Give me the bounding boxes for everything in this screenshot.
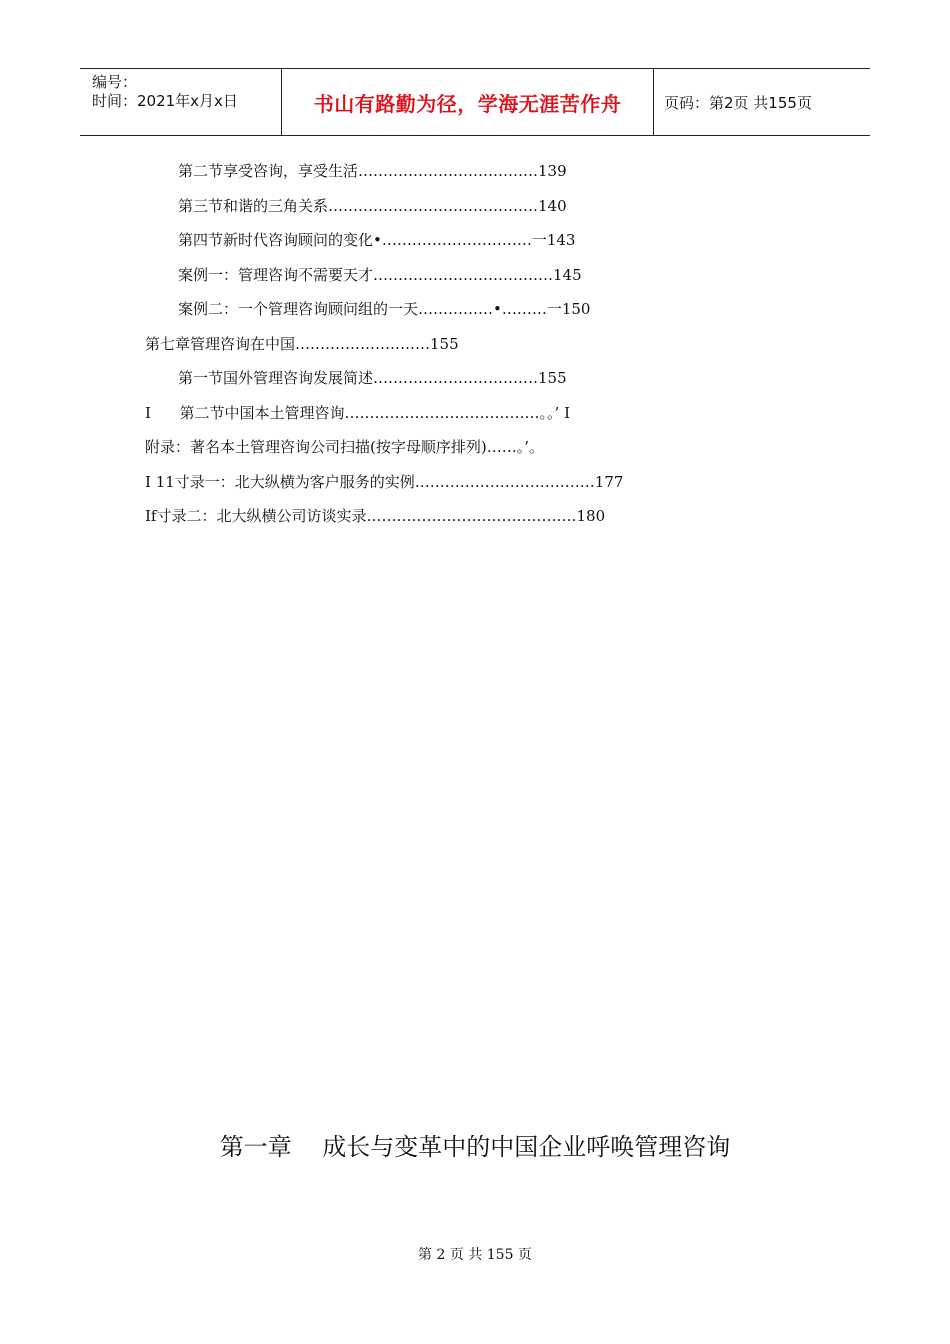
- document-time-label: 时间：2021年x月x日: [92, 92, 238, 110]
- toc-entry: 第三节和谐的三角关系……………………………………140: [178, 197, 567, 215]
- toc-entry: 第二节享受咨询，享受生活………………………………139: [178, 162, 567, 180]
- toc-entry: 第一节国外管理咨询发展简述……………………………155: [178, 369, 567, 387]
- header-meta-cell: [80, 69, 281, 135]
- document-number-label: 编号：: [92, 73, 138, 91]
- toc-entry: 案例一：管理咨询不需要天才………………………………145: [178, 266, 582, 284]
- header-slogan: 书山有路勤为径，学海无涯苦作舟: [281, 69, 654, 135]
- toc-entry: 第七章管理咨询在中国………………………155: [145, 335, 459, 353]
- toc-entry: 案例二：一个管理咨询顾问组的一天……………•………一150: [178, 300, 591, 318]
- toc-entry: 附录：著名本土管理咨询公司扫描(按字母顺序排列)……。’。: [145, 438, 544, 456]
- toc-entry: If寸录二：北大纵横公司访谈实录……………………………………180: [145, 507, 606, 525]
- page-footer: 第 2 页 共 155 页: [418, 1247, 532, 1263]
- toc-entry: I 第二节中国本土管理咨询…………………………………。。’ I: [145, 404, 570, 422]
- toc-entry: I 11寸录一：北大纵横为客户服务的实例………………………………177: [145, 473, 624, 491]
- header-page-info: 页码：第2页 共155页: [664, 93, 812, 112]
- toc-entry: 第四节新时代咨询顾问的变化•…………………………一143: [178, 231, 576, 249]
- chapter-title: 第一章 成长与变革中的中国企业呼唤管理咨询: [219, 1133, 731, 1161]
- page-header: [80, 68, 870, 136]
